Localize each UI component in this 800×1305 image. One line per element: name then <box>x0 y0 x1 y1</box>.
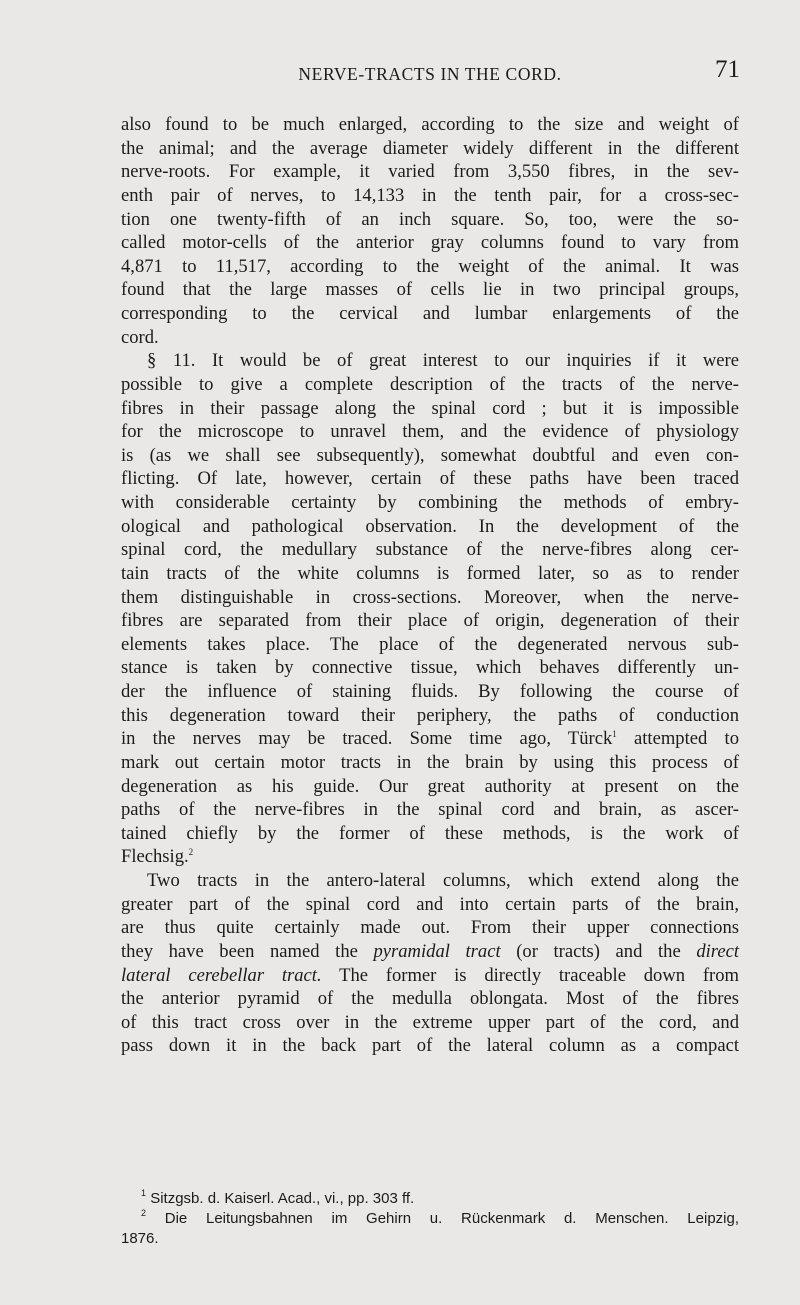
text-line: enth pair of nerves, to 14,133 in the tenth pair, for a cross-sec- <box>121 184 739 206</box>
text-line: also found to be much enlarged, according to the size and weight of <box>121 114 739 135</box>
footnote-2-continuation: 1876. <box>121 1230 159 1247</box>
page-number: 71 <box>715 56 740 83</box>
term-lateral-cerebellar-tract: lateral cerebellar tract. <box>121 964 322 986</box>
text-fragment: in the nerves may be traced. Some time ago, Türck <box>121 728 613 750</box>
text-line: tain tracts of the white columns is formed later, so as to render <box>121 562 739 584</box>
footnote-number-1: 1 <box>141 1187 147 1198</box>
footnote-1 <box>121 1189 739 1209</box>
running-title: NERVE-TRACTS IN THE CORD. <box>298 64 562 84</box>
text-fragment: (or tracts) and the <box>500 940 697 962</box>
body-text <box>121 113 739 1058</box>
text-line: the anterior pyramid of the medulla oblongata. Most of the fibres <box>121 988 739 1010</box>
footnote-text: Sitzgsb. d. Kaiserl. Acad., vi., pp. 303 ff. <box>150 1190 415 1207</box>
text-line: mark out certain motor tracts in the brain by using this process of <box>121 751 739 773</box>
text-line-turck <box>121 727 739 751</box>
text-line-cerebellar <box>121 964 739 988</box>
text-line: cord. <box>121 326 159 348</box>
text-line: for the microscope to unravel them, and the evidence of physiology <box>121 421 739 443</box>
text-line: 4,871 to 11,517, according to the weight of the animal. It was <box>121 255 739 277</box>
text-line: fibres in their passage along the spinal cord ; but it is impossible <box>121 397 739 419</box>
footnote-text: Die Leitungsbahnen im Gehirn u. Rückenmark d. Menschen. Leipzig, <box>164 1210 739 1227</box>
text-line-tract-names <box>121 940 739 964</box>
text-line: them distinguishable in cross-sections. Moreover, when the nerve- <box>121 586 739 608</box>
text-line: elements takes place. The place of the degenerated nervous sub- <box>121 633 739 655</box>
text-line: pass down it in the back part of the lateral column as a compact <box>121 1035 739 1057</box>
text-line: fibres are separated from their place of origin, degeneration of their <box>121 610 739 632</box>
footnote-number-2: 2 <box>141 1207 147 1218</box>
text-line: found that the large masses of cells lie in two principal groups, <box>121 279 739 301</box>
text-line: nerve-roots. For example, it varied from 3,550 fibres, in the sev- <box>121 161 739 183</box>
text-line: spinal cord, the medullary substance of the nerve-fibres along cer- <box>121 539 739 561</box>
text-line: flicting. Of late, however, certain of these paths have been traced <box>121 468 739 490</box>
text-line-flechsig <box>121 845 739 869</box>
footnotes <box>121 1189 739 1249</box>
text-line: degeneration as his guide. Our great authority at present on the <box>121 775 739 797</box>
text-line: this degeneration toward their periphery, the paths of conduction <box>121 704 739 726</box>
text-line: greater part of the spinal cord and into certain parts of the brain, <box>121 893 739 915</box>
running-head <box>120 56 740 86</box>
text-line: corresponding to the cervical and lumbar enlargements of the <box>121 303 739 324</box>
text-fragment: Flechsig. <box>121 846 189 868</box>
text-line: the animal; and the average diameter widely different in the different <box>121 137 739 159</box>
text-line: is (as we shall see subsequently), somewhat doubtful and even con- <box>121 444 739 466</box>
text-line: ological and pathological observation. In the development of the <box>121 515 739 537</box>
text-line: called motor-cells of the anterior gray columns found to vary from <box>121 232 739 254</box>
term-direct: direct <box>696 940 739 962</box>
text-line: Two tracts in the antero-lateral columns, which extend along the <box>147 870 739 891</box>
text-line: with considerable certainty by combining the methods of embry- <box>121 492 739 513</box>
footnote-2 <box>121 1209 739 1229</box>
text-fragment: they have been named the <box>121 940 374 962</box>
footnote-marker-1: 1 <box>612 729 617 740</box>
text-fragment: The former is directly traceable down from <box>321 964 740 986</box>
footnote-marker-2: 2 <box>188 847 194 858</box>
text-line: tained chiefly by the former of these methods, is the work of <box>121 822 739 844</box>
term-pyramidal-tract: pyramidal tract <box>373 940 501 962</box>
section-heading-line: § 11. It would be of great interest to our inquiries if it were <box>147 350 739 372</box>
text-line: of this tract cross over in the extreme upper part of the cord, and <box>121 1011 739 1033</box>
text-line: possible to give a complete description of the tracts of the nerve- <box>121 373 739 395</box>
text-line: tion one twenty-fifth of an inch square. So, too, were the so- <box>121 208 739 230</box>
text-fragment: attempted to <box>616 728 739 750</box>
text-line: der the influence of staining fluids. By following the course of <box>121 681 739 702</box>
text-line: stance is taken by connective tissue, which behaves differently un- <box>121 657 739 679</box>
text-line: are thus quite certainly made out. From their upper connections <box>121 917 739 939</box>
text-line: paths of the nerve-fibres in the spinal cord and brain, as ascer- <box>121 799 739 821</box>
